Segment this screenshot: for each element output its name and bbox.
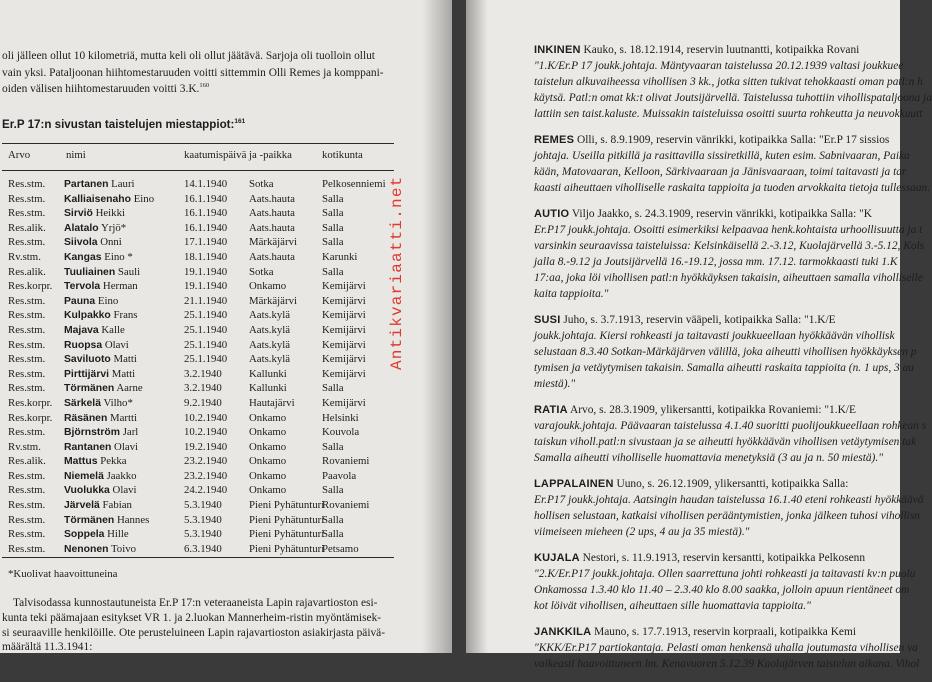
left-page: [0, 0, 452, 653]
cell-firstname: Lauri: [111, 178, 135, 190]
cell-place: Aats.kylä: [249, 309, 291, 322]
cell-arvo: Res.stm.: [8, 309, 46, 322]
cell-date: 10.2.1940: [184, 411, 228, 424]
entry-line: "1.K/Er.P 17 joukk.johtaja. Mäntyvaaran taistelussa 20.12.1939 valtasi joukkuee: [534, 60, 904, 72]
entry-surname: LAPPALAINEN: [534, 478, 614, 490]
cell-koti: Kemijärvi: [322, 338, 366, 351]
cell-firstname: Eino: [97, 294, 119, 307]
gutter-shadow-left: [422, 0, 452, 653]
table-top-rule: [2, 143, 394, 144]
cell-firstname: Aarne: [116, 382, 143, 395]
entry-line: lattiin sen taist.kaluste. Muissakin taisteluissa osoitti suurta rohkeutta ja neuvokkuutt: [534, 108, 923, 120]
cell-date: 25.1.1940: [184, 323, 228, 336]
cell-arvo: Res.stm.: [8, 294, 46, 307]
cell-arvo: Res.stm.: [8, 353, 46, 366]
cell-surname: Särkelä: [64, 397, 101, 409]
cell-firstname: Frans: [113, 309, 138, 322]
table-row: [0, 441, 400, 456]
cell-date: 21.1.1940: [184, 294, 228, 307]
cell-arvo: Res.korpr.: [8, 396, 53, 409]
medal-entry: [534, 624, 920, 672]
cell-nimi: [64, 266, 140, 278]
footnote-ref: 161: [234, 118, 246, 126]
cell-nimi: [64, 426, 138, 438]
cell-arvo: Res.korpr.: [8, 411, 53, 424]
cell-koti: Kemijärvi: [322, 280, 366, 293]
cell-arvo: Res.stm.: [8, 513, 46, 526]
cell-koti: Salla: [322, 382, 344, 395]
cell-firstname: Vilho*: [103, 396, 133, 409]
medal-entry: [534, 476, 924, 540]
cell-arvo: Res.stm.: [8, 484, 46, 497]
cell-firstname: Fabian: [102, 499, 132, 512]
cell-nimi: [64, 543, 136, 555]
table-row: [0, 455, 400, 470]
cell-surname: Ruopsa: [64, 339, 103, 351]
cell-place: Sotka: [249, 178, 274, 190]
entry-first-line: [534, 624, 900, 640]
cell-arvo: Res.stm.: [8, 469, 46, 482]
cell-place: Aats.hauta: [249, 207, 295, 220]
cell-arvo: Res.stm.: [8, 178, 46, 190]
cell-date: 10.2.1940: [184, 426, 228, 439]
closing-line: si seuraaville henkilöille. Ote perusteluineen Lapin rajavartioston asiakirjasta päivä-: [2, 626, 386, 639]
header-nimi: nimi: [66, 149, 86, 161]
cell-koti: Kemijärvi: [322, 323, 366, 336]
cell-surname: Saviluoto: [64, 354, 111, 366]
cell-date: 5.3.1940: [184, 499, 222, 512]
table-row: [0, 543, 400, 558]
entry-line: tymisen ja vetäytymisen takaisin. Samalla aiheutti raskaita tappioita (n. 1 ups, 3 au: [534, 362, 914, 374]
entry-line-text: Kauko, s. 18.12.1914, reservin luutnantti, kotipaikka Rovani: [583, 44, 860, 56]
cell-date: 14.1.1940: [184, 178, 228, 190]
entry-line-text: Juho, s. 3.7.1913, reservin vääpeli, kotipaikka Salla: "1.K/E: [563, 314, 836, 326]
entry-first-line: [534, 550, 900, 566]
cell-nimi: [64, 499, 132, 511]
cell-firstname: Onni: [100, 236, 122, 249]
cell-arvo: Res.stm.: [8, 382, 46, 395]
cell-surname: Siivola: [64, 237, 98, 249]
cell-koti: Kemijärvi: [322, 294, 366, 307]
cell-nimi: [64, 441, 138, 453]
entry-surname: KUJALA: [534, 552, 580, 564]
entry-surname: AUTIO: [534, 208, 570, 220]
table-row: [0, 499, 400, 514]
entry-surname: JANKKILA: [534, 626, 592, 638]
entry-line: Samalla aiheutti viholliselle huomattavia menetyksiä (3 au ja n. 50 miestä).": [534, 452, 883, 464]
cell-date: 19.1.1940: [184, 265, 228, 278]
entry-surname: SUSI: [534, 314, 561, 326]
cell-arvo: Rv.stm.: [8, 440, 41, 453]
cell-arvo: Res.stm.: [8, 542, 46, 555]
cell-koti: Salla: [322, 528, 344, 541]
cell-surname: Pirttijärvi: [64, 368, 110, 380]
cell-firstname: Yrjö*: [100, 221, 127, 234]
table-row: [0, 280, 400, 295]
cell-firstname: Eino *: [104, 250, 133, 263]
medal-entry: [534, 132, 931, 196]
cell-koti: Pelkosenniemi: [322, 178, 386, 190]
cell-place: Kallunki: [249, 367, 287, 380]
entry-line-text: Olli, s. 8.9.1909, reservin vänrikki, kotipaikka Salla: "Er.P 17 sissios: [576, 134, 890, 146]
cell-koti: Salla: [322, 207, 344, 220]
cell-firstname: Kalle: [101, 323, 125, 336]
table-row: [0, 528, 400, 543]
cell-koti: Petsamo: [322, 542, 359, 555]
cell-surname: Räsänen: [64, 412, 108, 424]
cell-nimi: [64, 484, 137, 496]
cell-date: 16.1.1940: [184, 221, 228, 234]
entry-first-line: [534, 402, 900, 418]
cell-place: Kallunki: [249, 382, 287, 395]
table-row: [0, 397, 400, 412]
cell-surname: Alatalo: [64, 222, 99, 234]
cell-place: Hautajärvi: [249, 396, 295, 409]
cell-date: 5.3.1940: [184, 513, 222, 526]
intro-line: oli jälleen ollut 10 kilometriä, mutta keli oli ollut jäätävä. Sarjoja oli tuolloin ollut: [2, 50, 375, 62]
cell-surname: Björnström: [64, 427, 120, 439]
entry-line: varajoukk.johtaja. Päävaaran taistelussa 4.1.40 suoritti puolijoukkueellaan rohkean s: [534, 420, 927, 432]
cell-surname: Nenonen: [64, 543, 109, 555]
cell-place: Aats.kylä: [249, 323, 291, 336]
medal-entry: [534, 312, 917, 392]
cell-koti: Salla: [322, 440, 344, 453]
entry-line: miestä).": [534, 378, 576, 390]
cell-arvo: Rv.stm.: [8, 250, 41, 263]
entry-first-line: [534, 312, 900, 328]
cell-surname: Kulpakko: [64, 310, 111, 322]
cell-koti: Salla: [322, 221, 344, 234]
cell-firstname: Jaakko: [106, 469, 137, 482]
entry-line: selustaan 8.3.40 Sotkan-Märkäjärven välillä, joka aiheutti vihollisen hyökkäyksen p: [534, 346, 917, 358]
cell-place: Pieni Pyhätunturi: [249, 528, 325, 541]
entry-first-line: [534, 42, 900, 58]
cell-date: 6.3.1940: [184, 542, 222, 555]
entry-line: varsinkin seuraavissa taisteluissa: Kelsinkäisellä 2.-3.12, Kuolajärvellä 3.-5.12, Kols: [534, 240, 925, 252]
cell-date: 3.2.1940: [184, 382, 222, 395]
closing-line: määrältä 11.3.1941:: [2, 641, 93, 654]
cell-place: Pieni Pyhätunturi: [249, 513, 325, 526]
cell-date: 5.3.1940: [184, 528, 222, 541]
intro-paragraph: [2, 48, 398, 98]
cell-firstname: Jarl: [122, 426, 139, 439]
table-row: [0, 266, 400, 281]
cell-surname: Törmänen: [64, 514, 115, 526]
cell-place: Aats.kylä: [249, 353, 291, 366]
entry-line: kaita tappioita.": [534, 288, 609, 300]
cell-nimi: [64, 295, 118, 307]
cell-surname: Pauna: [64, 295, 96, 307]
entry-line: johtaja. Useilla pitkillä ja rasittavilla sissiretkillä, kuten esim. Sabnivaaran, Paika: [534, 150, 910, 162]
table-header-rule: [2, 170, 394, 171]
cell-arvo: Res.stm.: [8, 338, 46, 351]
table-row: [0, 236, 400, 251]
entry-line-text: Arvo, s. 28.3.1909, ylikersantti, kotipaikka Rovaniemi: "1.K/E: [570, 404, 856, 416]
cell-koti: Salla: [322, 513, 344, 526]
cell-nimi: [64, 528, 129, 540]
cell-firstname: Olavi: [114, 440, 139, 453]
cell-arvo: Res.stm.: [8, 323, 46, 336]
cell-firstname: Olavi: [112, 484, 137, 497]
entry-surname: INKINEN: [534, 44, 581, 56]
entry-line: kot löivät vihollisen, aiheuttaen sille huomattavia tappioita.": [534, 600, 811, 612]
table-row: [0, 368, 400, 383]
cell-nimi: [64, 455, 127, 467]
cell-firstname: Hille: [107, 528, 129, 541]
cell-arvo: Res.stm.: [8, 367, 46, 380]
table-bottom-rule: [2, 557, 394, 558]
cell-firstname: Martti: [110, 411, 138, 424]
cell-nimi: [64, 368, 135, 380]
header-arvo: Arvo: [8, 149, 31, 161]
cell-nimi: [64, 207, 125, 219]
right-page: [466, 0, 932, 670]
cell-surname: Törmänen: [64, 383, 115, 395]
entry-first-line: [534, 476, 900, 492]
header-date-place: kaatumispäivä ja -paikka: [184, 149, 292, 161]
cell-firstname: Sauli: [117, 265, 141, 278]
table-row: [0, 353, 400, 368]
cell-firstname: Matti: [113, 353, 137, 366]
table-row: [0, 514, 400, 529]
entry-line: hollisen selustaan, katkaisi vihollisen perääntymistien, jonka jälkeen tuhosi vihollisn: [534, 510, 920, 522]
cell-koti: Karunki: [322, 250, 358, 263]
medal-entry: [534, 42, 932, 122]
cell-date: 16.1.1940: [184, 192, 228, 205]
entry-line: jalla 8.-9.12 ja Joutsijärvellä 16.-19.12, jossa mm. 17.12. tarmokkaasti tuki 1.K: [534, 256, 898, 268]
cell-surname: Kalliaisenaho: [64, 193, 131, 205]
cell-arvo: Res.korpr.: [8, 280, 53, 293]
cell-place: Onkamo: [249, 440, 287, 453]
medal-entry: [534, 402, 927, 466]
table-row: [0, 193, 400, 208]
cell-surname: Majava: [64, 324, 99, 336]
entry-line-text: Mauno, s. 17.7.1913, reservin korpraali, kotipaikka Kemi: [594, 626, 857, 638]
cell-nimi: [64, 178, 135, 190]
cell-surname: Niemelä: [64, 470, 104, 482]
cell-surname: Sirviö: [64, 208, 93, 220]
cell-place: Onkamo: [249, 280, 287, 293]
intro-line: [2, 81, 398, 98]
cell-date: 23.2.1940: [184, 455, 228, 468]
intro-line: vain yksi. Pataljoonan hiihtomestaruuden voitti sittemmin Olli Remes ja komppani-: [2, 66, 384, 79]
cell-koti: Kemijärvi: [322, 367, 366, 380]
cell-surname: Soppela: [64, 529, 105, 541]
cell-surname: Rantanen: [64, 441, 112, 453]
cell-date: 25.1.1940: [184, 338, 228, 351]
cell-nimi: [64, 397, 133, 409]
table-row: [0, 382, 400, 397]
cell-place: Onkamo: [249, 411, 287, 424]
entry-surname: RATIA: [534, 404, 568, 416]
cell-koti: Rovaniemi: [322, 455, 370, 468]
cell-koti: Rovaniemi: [322, 499, 370, 512]
table-header: [0, 149, 400, 165]
entry-first-line: [534, 206, 900, 222]
entry-line: "2.K/Er.P17 joukk.johtaja. Ollen saarrettuna johti rohkeasti ja taitavasti kv:n puolu: [534, 568, 916, 580]
cell-nimi: [64, 470, 137, 482]
cell-firstname: Eino: [133, 192, 155, 205]
cell-koti: Kemijärvi: [322, 353, 366, 366]
entry-first-line: [534, 132, 900, 148]
cell-nimi: [64, 324, 125, 336]
cell-koti: Helsinki: [322, 411, 359, 424]
cell-place: Märkäjärvi: [249, 236, 297, 249]
table-row: [0, 309, 400, 324]
gutter-shadow-right: [466, 0, 488, 653]
closing-line: Talvisodassa kunnostautuneista Er.P 17:n veteraaneista Lapin rajavartioston esi-: [13, 597, 378, 609]
entry-line: Er.P17 joukk.johtaja. Aatsingin haudan taistelussa 16.1.40 eteni rohkeasti hyökkäävä: [534, 494, 924, 506]
table-row: [0, 251, 400, 266]
cell-nimi: [64, 382, 143, 394]
table-row: [0, 339, 400, 354]
cell-nimi: [64, 236, 122, 248]
cell-date: 18.1.1940: [184, 250, 228, 263]
cell-surname: Kangas: [64, 251, 102, 263]
cell-date: 3.2.1940: [184, 367, 222, 380]
cell-surname: Tuuliainen: [64, 266, 116, 278]
entry-line: Onkamossa 1.3.40 klo 11.40 – 2.3.40 klo 8.00 saakka, jolloin apuun rientäneet om: [534, 584, 910, 596]
cell-date: 17.1.1940: [184, 236, 228, 249]
cell-arvo: Res.stm.: [8, 499, 46, 512]
cell-place: Sotka: [249, 265, 274, 278]
closing-line: kunta teki päämajaan esitykset VR 1. ja 2.luokan Mannerheim-ristin myöntämisek-: [2, 611, 382, 624]
cell-arvo: Res.stm.: [8, 236, 46, 249]
cell-surname: Järvelä: [64, 500, 100, 512]
cell-place: Aats.hauta: [249, 192, 295, 205]
cell-surname: Partanen: [64, 179, 109, 190]
cell-place: Onkamo: [249, 455, 287, 468]
cell-place: Aats.hauta: [249, 250, 295, 263]
entry-line: 17:aa, joka löi vihollisen patl:n hyökkäyksen takaisin, aiheuttaen samalla viholliselle: [534, 272, 923, 284]
watermark: Antikvariaatti.net: [388, 175, 406, 370]
cell-date: 19.1.1940: [184, 280, 228, 293]
entry-line: vaikeasti haavoittuneen lm. Kenavuoren 5.12.39 Kuolajärven taistelun aikana. Vihol: [534, 658, 920, 670]
cell-date: 19.2.1940: [184, 440, 228, 453]
table-row: [0, 324, 400, 339]
cell-place: Aats.hauta: [249, 221, 295, 234]
cell-nimi: [64, 353, 137, 365]
cell-place: Märkäjärvi: [249, 294, 297, 307]
cell-place: Pieni Pyhätunturi: [249, 499, 325, 512]
cell-nimi: [64, 251, 133, 263]
cell-arvo: Res.stm.: [8, 426, 46, 439]
cell-firstname: Matti: [111, 367, 136, 380]
cell-firstname: Herman: [102, 280, 138, 293]
cell-koti: Salla: [322, 192, 344, 205]
entry-line-text: Nestori, s. 11.9.1913, reservin kersantti, kotipaikka Pelkosenn: [582, 552, 866, 564]
cell-surname: Mattus: [64, 456, 98, 468]
entry-line: kaasti aiheuttaen viholliselle raskaita tappioita ja tuoden arvokkaita tietoja tullessaan.: [534, 182, 931, 194]
entry-line: viimeiseen mieheen (2 ups, 4 au ja 35 miestä).": [534, 526, 750, 538]
table-row: [0, 470, 400, 485]
entry-line: taiskun viholl.patl:n sivustaan ja se aiheutti hyökkäävän vihollisen vetäytymisen tak: [534, 436, 917, 448]
intro-line-text: oiden välisen hiihtomestaruuden voitti 3.K.: [2, 83, 200, 95]
entry-line: "KKK/Er.P17 partiokantaja. Pelasti oman henkensä uhalla joutumasta vihollisen va: [534, 642, 918, 654]
cell-place: Pieni Pyhätunturi: [249, 542, 325, 555]
cell-arvo: Res.stm.: [8, 192, 46, 205]
cell-date: 25.1.1940: [184, 309, 228, 322]
table-row: [0, 207, 400, 222]
cell-date: 9.2.1940: [184, 396, 222, 409]
cell-date: 23.2.1940: [184, 469, 228, 482]
cell-arvo: Res.alik.: [8, 265, 46, 278]
cell-date: 16.1.1940: [184, 207, 228, 220]
cell-place: Onkamo: [249, 484, 287, 497]
cell-nimi: [64, 339, 129, 351]
table-title-text: Er.P 17:n sivustan taistelujen miestappiot:: [2, 118, 235, 131]
cell-nimi: [64, 412, 137, 424]
cell-nimi: [64, 309, 137, 321]
cell-firstname: Hannes: [116, 513, 150, 526]
cell-date: 24.2.1940: [184, 484, 228, 497]
medal-entries: [534, 42, 932, 682]
casualty-table: [0, 178, 400, 557]
entry-line: Er.P17 joukk.johtaja. Osoitti esimerkiksi kelpaavaa henk.kohtaista urhoollisuutta ja t: [534, 224, 923, 236]
cell-koti: Kouvola: [322, 426, 360, 439]
cell-nimi: [64, 514, 149, 526]
cell-firstname: Toivo: [110, 542, 137, 555]
footnote-ref: 160: [199, 82, 210, 90]
cell-place: Aats.kylä: [249, 338, 291, 351]
table-row: [0, 178, 400, 193]
footnote: *Kuolivat haavoittuneina: [8, 568, 118, 580]
table-row: [0, 426, 400, 441]
cell-koti: Paavola: [322, 469, 357, 482]
table-title: [2, 118, 245, 131]
cell-koti: Kemijärvi: [322, 396, 366, 409]
cell-koti: Salla: [322, 484, 344, 497]
cell-arvo: Res.stm.: [8, 528, 46, 541]
entry-line-text: Uuno, s. 26.12.1909, ylikersantti, kotipaikka Salla:: [616, 478, 849, 490]
cell-nimi: [64, 280, 138, 292]
cell-koti: Kemijärvi: [322, 309, 366, 322]
cell-arvo: Res.alik.: [8, 455, 46, 468]
table-row: [0, 484, 400, 499]
cell-firstname: Olavi: [104, 338, 129, 351]
cell-nimi: [64, 222, 126, 234]
cell-date: 25.1.1940: [184, 353, 228, 366]
cell-arvo: Res.stm.: [8, 207, 46, 220]
cell-koti: Salla: [322, 265, 344, 278]
table-row: [0, 222, 400, 237]
cell-arvo: Res.alik.: [8, 221, 46, 234]
entry-line: joukk.johtaja. Kiersi rohkeasti ja taitavasti joukkueellaan hyökkäävän vihollisk: [534, 330, 895, 342]
cell-koti: Salla: [322, 236, 344, 249]
cell-surname: Vuolukka: [64, 485, 110, 497]
table-row: [0, 295, 400, 310]
cell-firstname: Pekka: [100, 455, 127, 468]
cell-place: Onkamo: [249, 426, 287, 439]
medal-entry: [534, 206, 925, 302]
header-koti: kotikunta: [322, 149, 363, 161]
cell-place: Onkamo: [249, 469, 287, 482]
entry-line-text: Viljo Jaakko, s. 24.3.1909, reservin vänrikki, kotipaikka Salla: "K: [571, 208, 872, 220]
entry-line: käytsä. Patl:n omat kk:t olivat Joutsijärvellä. Taistelussa tuhottiin vihollispataljoona ja: [534, 92, 932, 104]
entry-surname: REMES: [534, 134, 575, 146]
cell-nimi: [64, 193, 154, 205]
cell-surname: Tervola: [64, 281, 101, 293]
medal-entry: [534, 550, 916, 614]
closing-paragraph: [2, 596, 398, 655]
entry-line: kään, Matovaaran, Kelloon, Särkivaaraan ja Jänisvaaraan, toimi taitavasti ja tar: [534, 166, 907, 178]
cell-firstname: Heikki: [95, 207, 125, 220]
entry-line: taistelun alkuvaiheessa vihollisen 3 kk., jotka sitten tukivat tehokkaasti oman patl:n h: [534, 76, 923, 88]
table-row: [0, 412, 400, 427]
